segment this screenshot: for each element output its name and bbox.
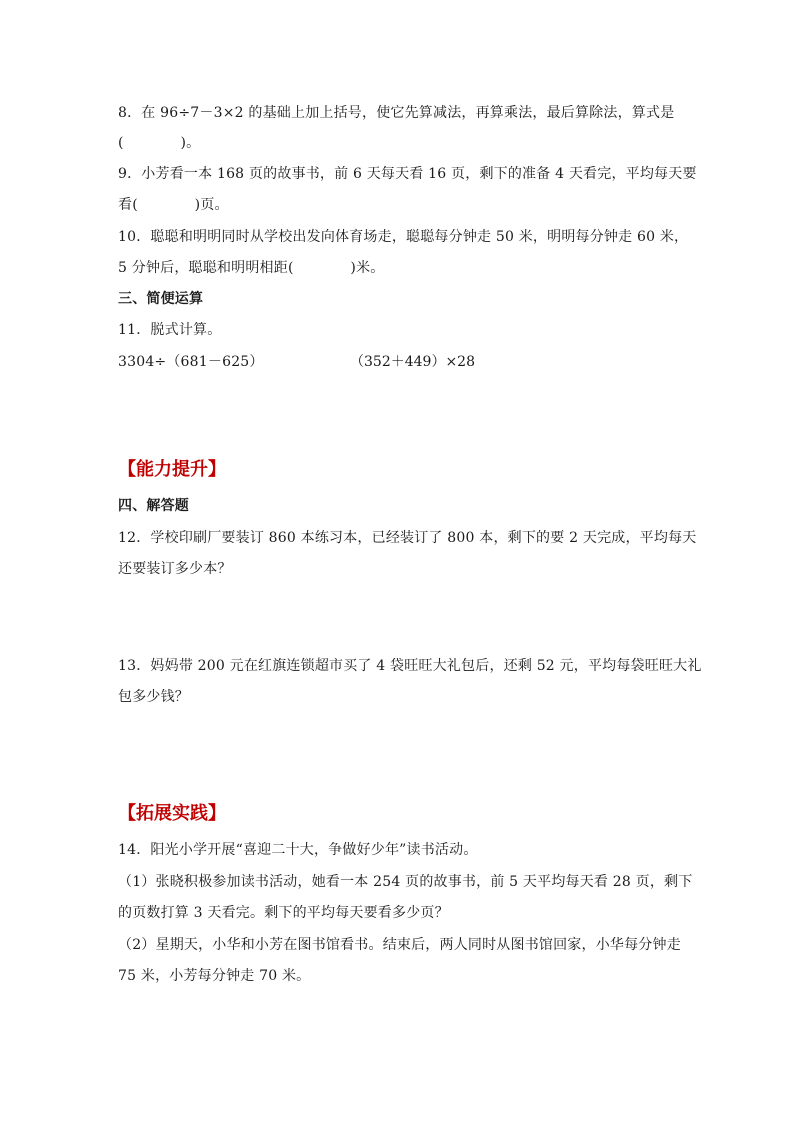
q14-p2-line1: （2）星期天，小华和小芳在图书馆看书。结束后，两人同时从图书馆回家，小华每分钟走 bbox=[118, 937, 681, 953]
ability-heading: 【能力提升】 bbox=[118, 459, 226, 480]
q10-line2: 5 分钟后，聪聪和明明相距( )米。 bbox=[118, 260, 385, 276]
q13-line2: 包多少钱？ bbox=[118, 689, 189, 705]
q13-line1: 13．妈妈带 200 元在红旗连锁超市买了 4 袋旺旺大礼包后，还剩 52 元，平均每袋旺旺大礼 bbox=[118, 658, 702, 674]
q14-intro: 14．阳光小学开展“喜迎二十大，争做好少年”读书活动。 bbox=[118, 842, 478, 858]
q9-line1: 9．小芳看一本 168 页的故事书，前 6 天每天看 16 页，剩下的准备 4 天看完，平均每天要 bbox=[118, 166, 697, 182]
q11-expr-right: （352＋449）×28 bbox=[350, 354, 475, 370]
q11-expr-left: 3304÷（681－625） bbox=[118, 354, 264, 370]
q8-line2: ( )。 bbox=[118, 135, 201, 151]
q14-p2-line2: 75 米，小芳每分钟走 70 米。 bbox=[118, 968, 311, 984]
section3-heading: 三、简便运算 bbox=[118, 291, 204, 307]
q9-line2: 看( )页。 bbox=[118, 197, 229, 213]
q14-p1-line1: （1）张晓积极参加读书活动，她看一本 254 页的故事书，前 5 天平均每天看 28 页，剩下 bbox=[118, 874, 693, 890]
section4-heading: 四、解答题 bbox=[118, 498, 189, 514]
q8-line1: 8．在 96÷7－3×2 的基础上加上括号，使它先算减法，再算乘法，最后算除法，算式是 bbox=[118, 105, 675, 121]
q10-line1: 10．聪聪和明明同时从学校出发向体育场走，聪聪每分钟走 50 米，明明每分钟走 60 米， bbox=[118, 229, 689, 245]
q12-line1: 12．学校印刷厂要装订 860 本练习本，已经装订了 800 本，剩下的要 2 天完成，平均每天 bbox=[118, 530, 697, 546]
expand-heading: 【拓展实践】 bbox=[118, 803, 226, 824]
q11-prompt: 11．脱式计算。 bbox=[118, 322, 222, 338]
q12-line2: 还要装订多少本？ bbox=[118, 561, 232, 577]
q14-p1-line2: 的页数打算 3 天看完。剩下的平均每天要看多少页？ bbox=[118, 905, 449, 921]
